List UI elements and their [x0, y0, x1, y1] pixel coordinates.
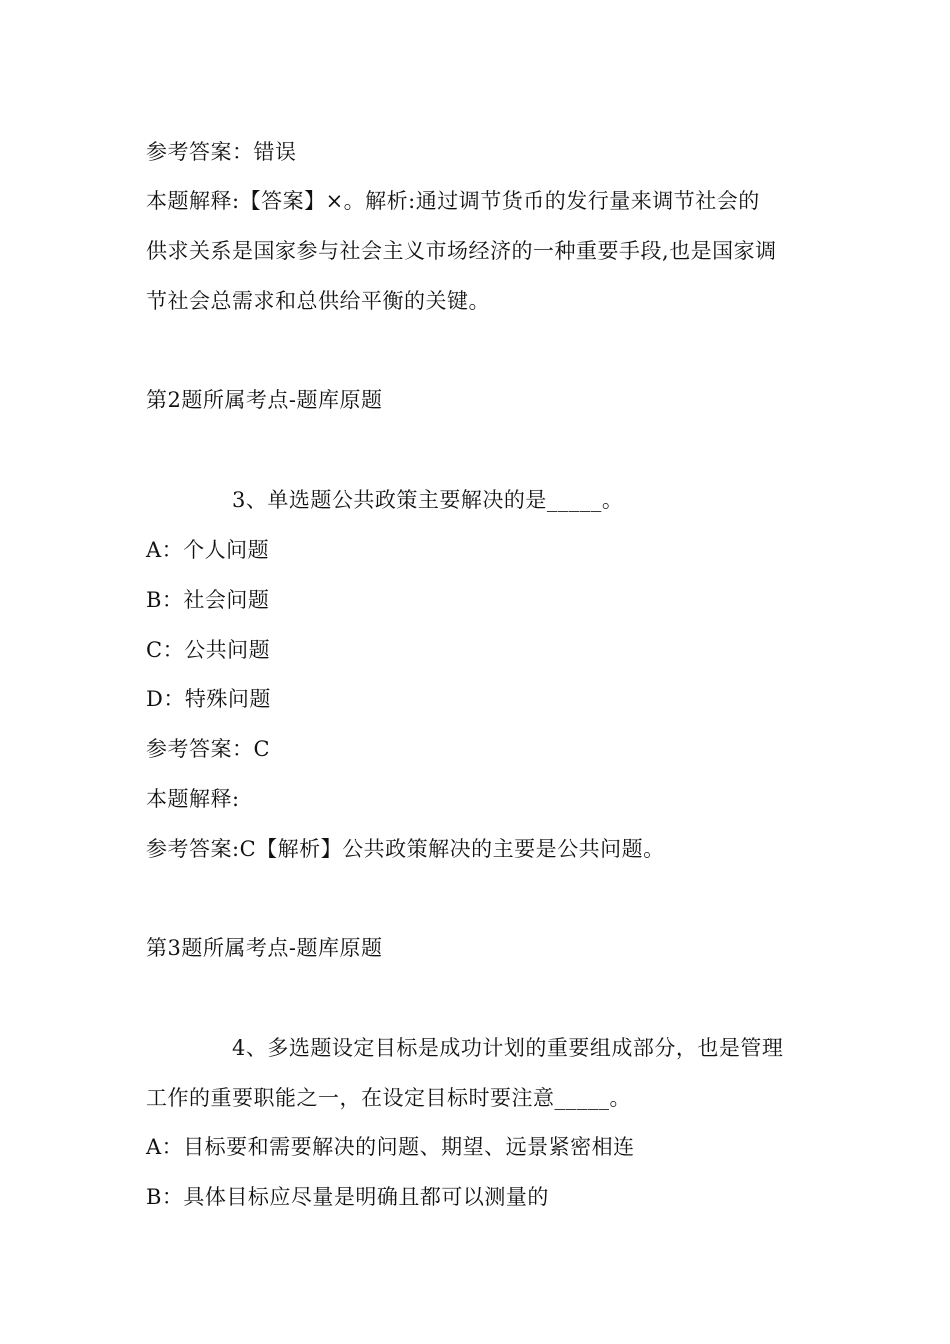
q3-option-c: C：公共问题 — [146, 638, 271, 662]
q3-option-d: D：特殊问题 — [146, 687, 271, 711]
q2-answer: 参考答案：错误 — [146, 140, 297, 164]
q3-question: 3、单选题公共政策主要解决的是_____。 — [232, 488, 624, 512]
q2-explanation-line-1: 本题解释:【答案】×。解析:通过调节货币的发行量来调节社会的 — [146, 189, 760, 213]
q3-answer: 参考答案：C — [146, 737, 271, 761]
q3-option-a: A：个人问题 — [146, 538, 270, 562]
q2-knowledge-point: 第2题所属考点-题库原题 — [146, 388, 383, 412]
q3-knowledge-point: 第3题所属考点-题库原题 — [146, 936, 383, 960]
q3-explanation-label: 本题解释: — [146, 787, 240, 811]
q4-question-line-2: 工作的重要职能之一，在设定目标时要注意_____。 — [146, 1086, 631, 1110]
q2-explanation-line-2: 供求关系是国家参与社会主义市场经济的一种重要手段,也是国家调 — [146, 239, 777, 263]
q2-explanation-line-3: 节社会总需求和总供给平衡的关键。 — [146, 289, 490, 313]
q4-option-a: A：目标要和需要解决的问题、期望、远景紧密相连 — [146, 1135, 635, 1159]
q4-question-line-1: 4、多选题设定目标是成功计划的重要组成部分，也是管理 — [232, 1036, 784, 1060]
q3-explanation: 参考答案:C【解析】公共政策解决的主要是公共问题。 — [146, 837, 665, 861]
q4-option-b: B：具体目标应尽量是明确且都可以测量的 — [146, 1185, 549, 1209]
q3-option-b: B：社会问题 — [146, 588, 270, 612]
